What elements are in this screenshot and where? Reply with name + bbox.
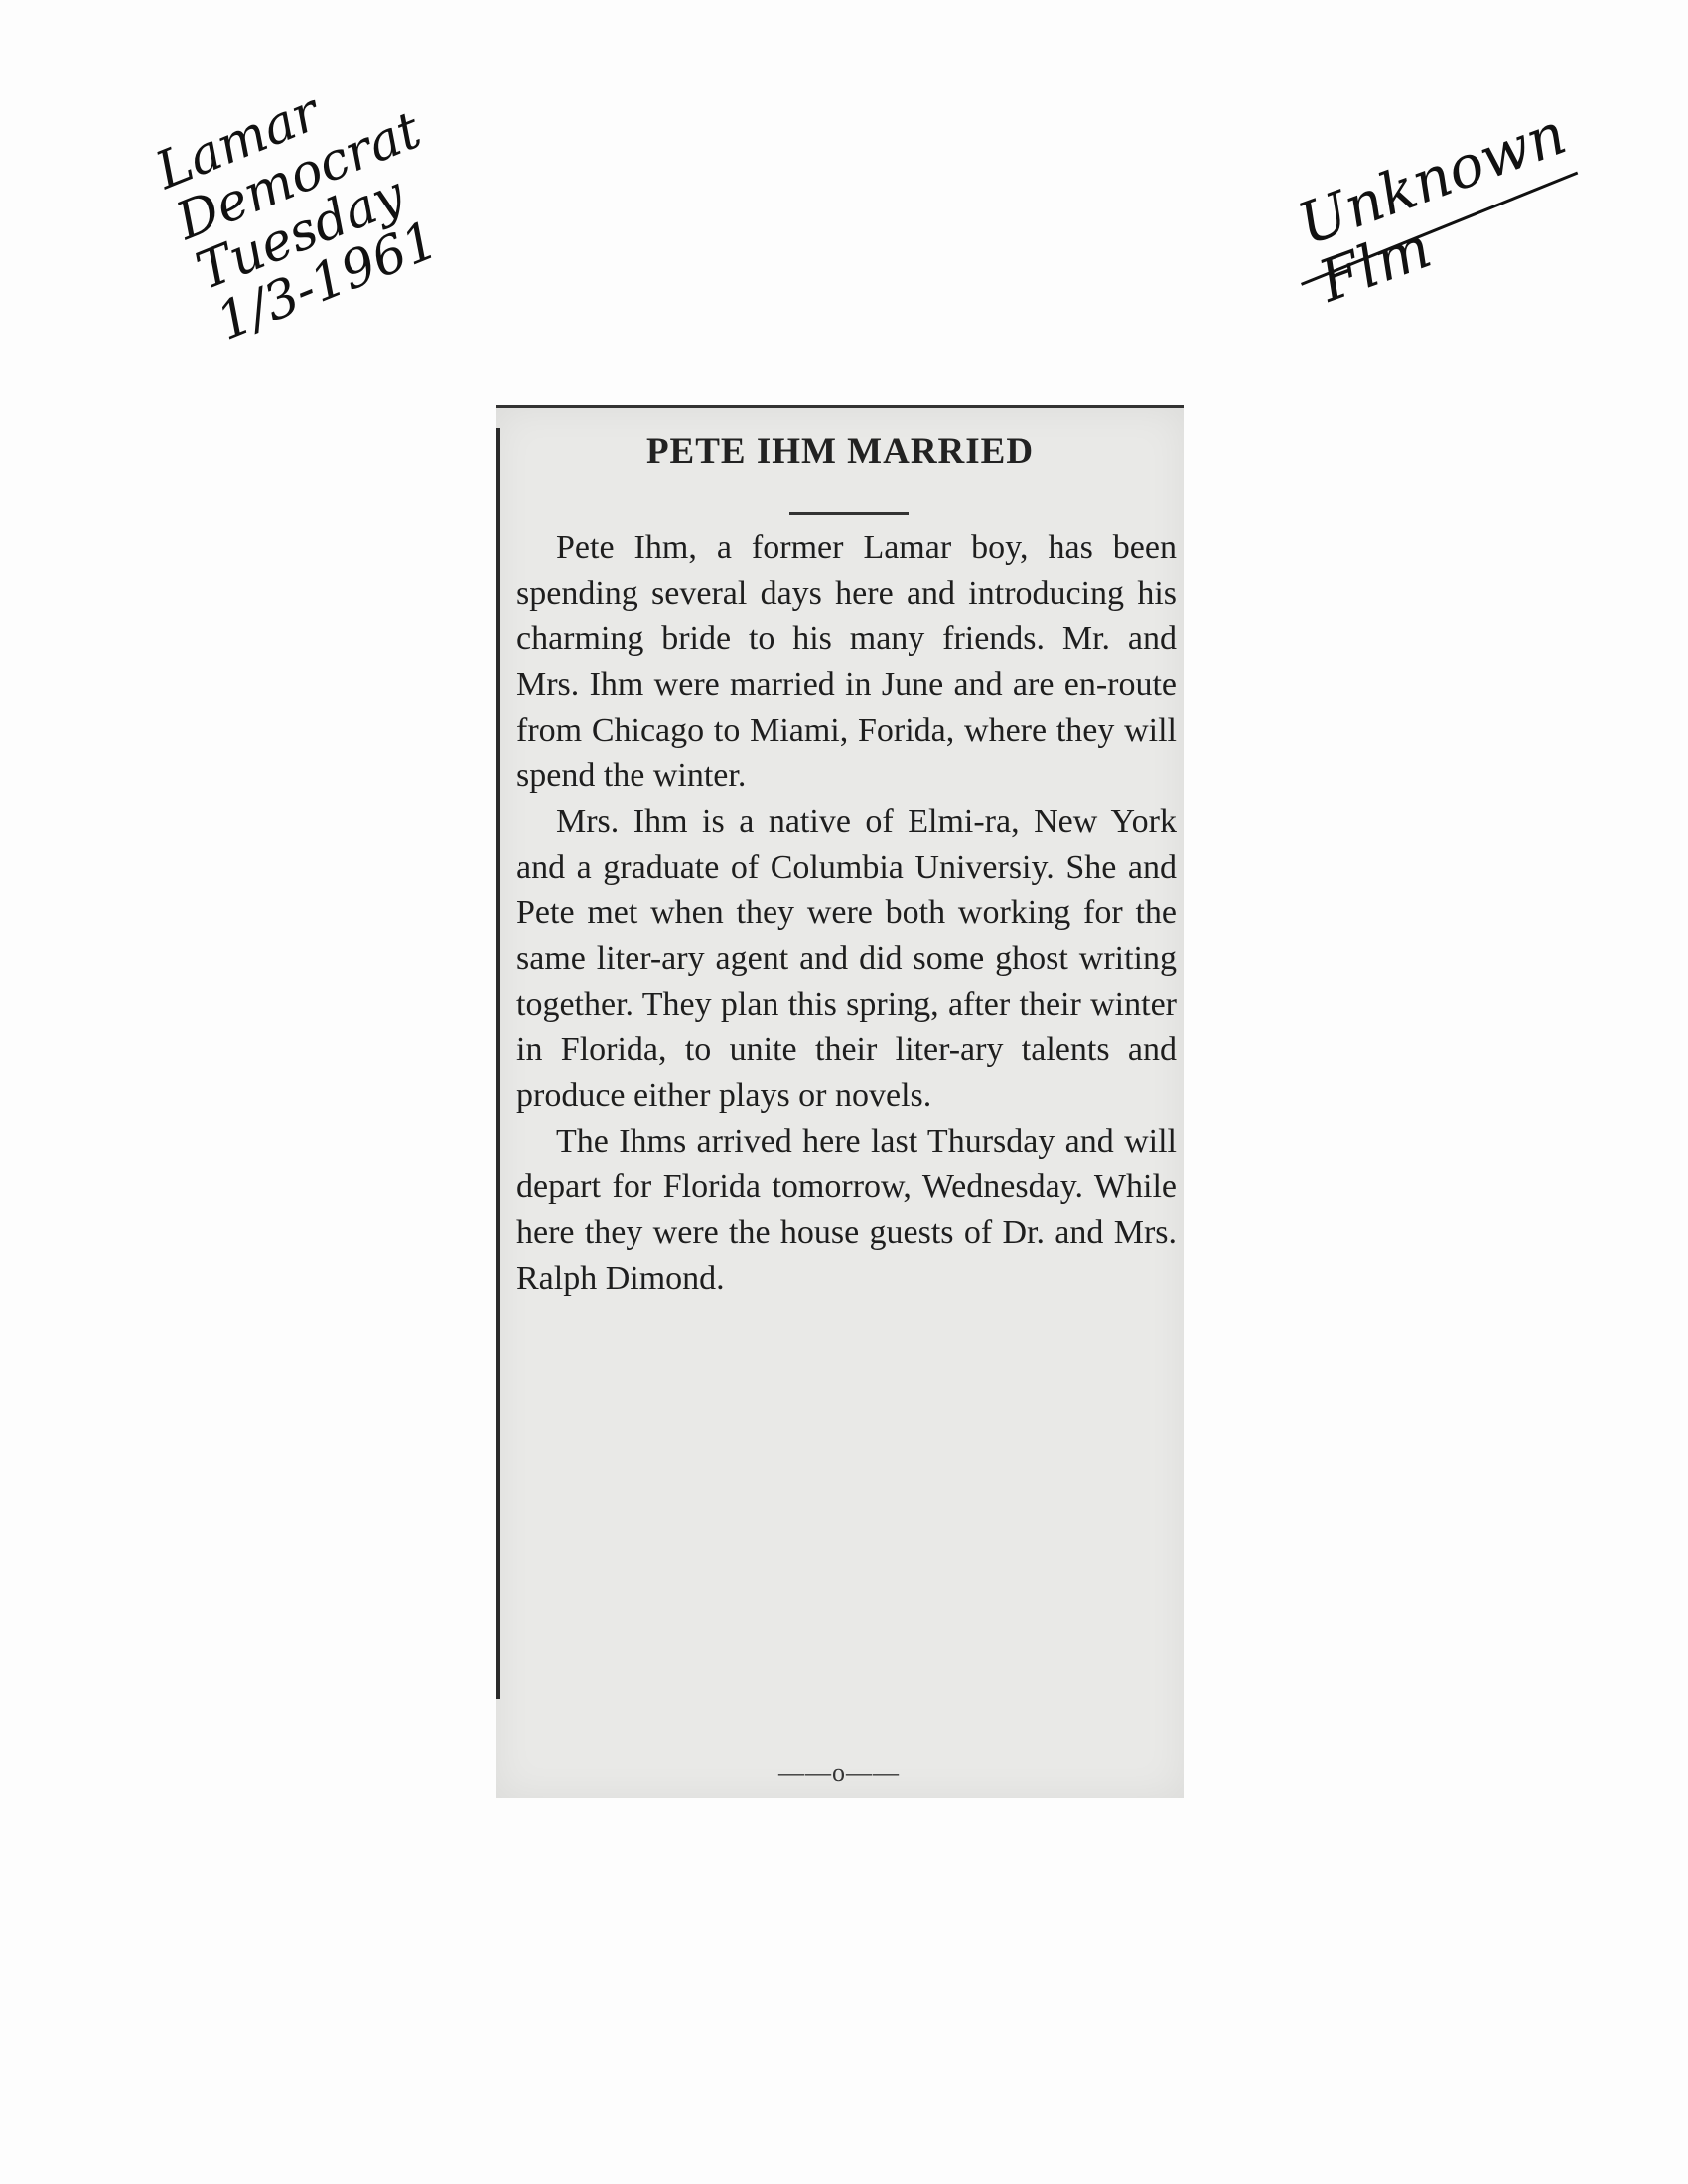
article-body: [516, 525, 1177, 1301]
handwritten-source-note: Lamar Democrat Tuesday 1/3-1961: [147, 82, 447, 352]
article-headline: PETE IHM MARRIED: [645, 431, 1035, 472]
handwritten-identity-note: Unknown Flm: [1289, 99, 1575, 316]
column-rule: [496, 428, 500, 1699]
article-paragraph: Mrs. Ihm is a native of Elmi-ra, New York and a graduate of Columbia Universiy. She and Pete met when they were both working for the same liter-ary agent and did some ghost writing together. They plan this spring, after their winter in Florida, to unite their liter-ary talents and produce either plays or novels.: [516, 803, 1177, 1114]
headline-divider: [789, 512, 909, 515]
article-paragraph: Pete Ihm, a former Lamar boy, has been spending several days here and introducing his charming bride to his many friends. Mr. and Mrs. Ihm were married in June and are en-route from Chicago to Miami, Forida, where they will spend the winter.: [516, 529, 1177, 794]
article-paragraph: The Ihms arrived here last Thursday and will depart for Florida tomorrow, Wednesday. While here they were the house guests of Dr. and Mrs. Ralph Dimond.: [516, 1123, 1177, 1297]
article-end-mark: ——o——: [778, 1758, 900, 1787]
newspaper-clipping: [496, 405, 1184, 1798]
